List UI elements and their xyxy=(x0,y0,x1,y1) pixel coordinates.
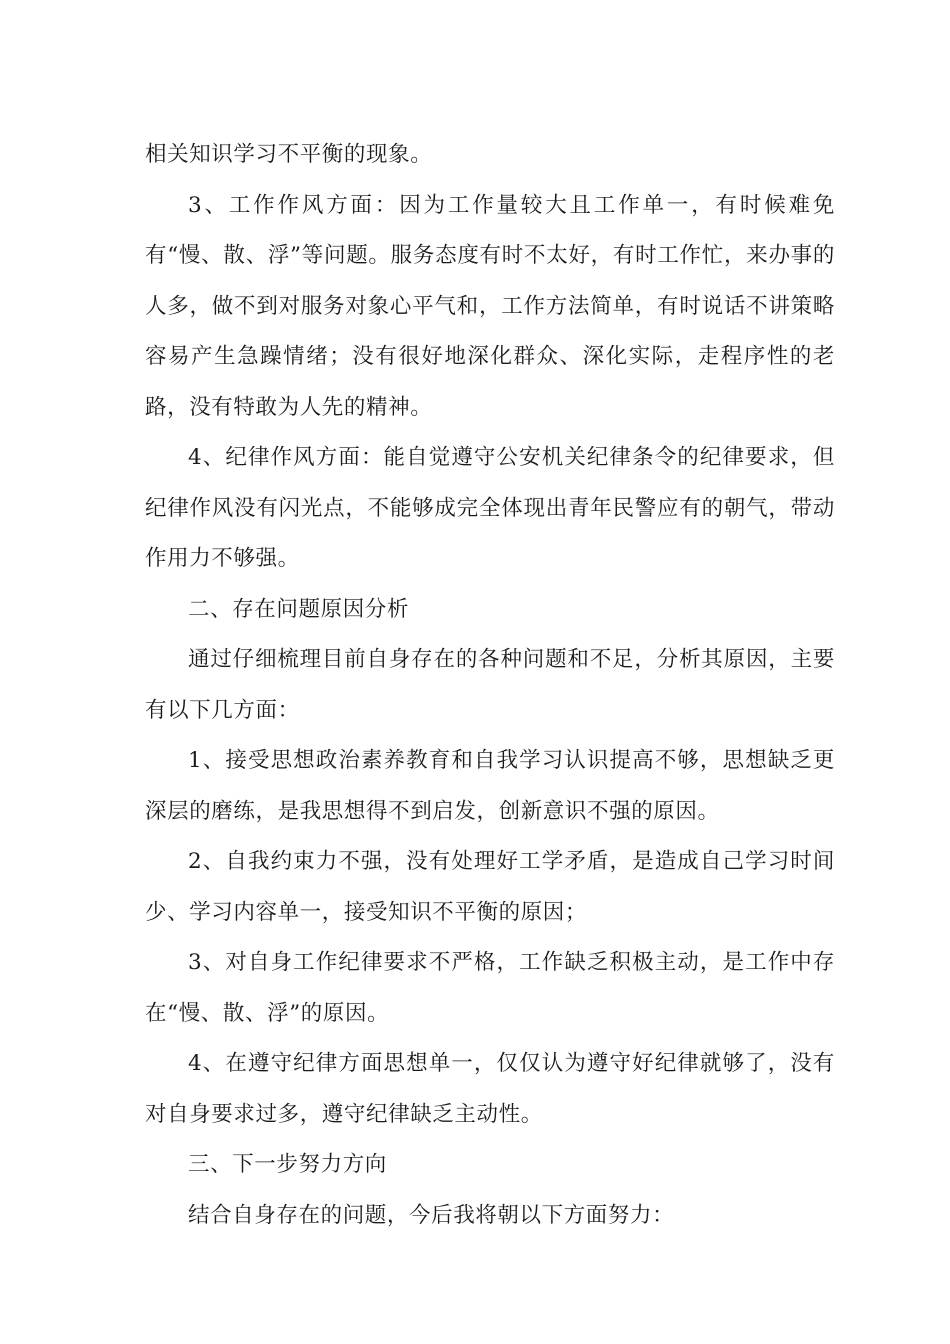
document-body xyxy=(145,130,835,1241)
paragraph-next-steps-intro: 结合自身存在的问题，今后我将朝以下方面努力： xyxy=(188,1202,675,1228)
section-heading-next-steps: 三、下一步努力方向 xyxy=(188,1152,387,1177)
paragraph-discipline-style: 4、纪律作风方面：能自觉遵守公安机关纪律条令的纪律要求，但纪律作风没有闪光点，不能够成完全体现出青年民警应有的朝气，带动作用力不够强。 xyxy=(145,445,835,571)
paragraph-cause-2: 2、自我约束力不强，没有处理好工学矛盾，是造成自己学习时间少、学习内容单一，接受知识不平衡的原因； xyxy=(145,849,835,925)
paragraph-work-style: 3、工作作风方面：因为工作量较大且工作单一，有时候难免有“慢、散、浮”等问题。服务态度有时不太好，有时工作忙，来办事的人多，做不到对服务对象心平气和，工作方法简单，有时说话不讲策略容易产生急躁情绪；没有很好地深化群众、深化实际，走程序性的老路，没有特敢为人先的精神。 xyxy=(145,192,835,420)
paragraph-cause-4: 4、在遵守纪律方面思想单一，仅仅认为遵守好纪律就够了，没有对自身要求过多，遵守纪律缺乏主动性。 xyxy=(145,1051,835,1127)
section-heading-cause-analysis: 二、存在问题原因分析 xyxy=(188,596,410,622)
paragraph-analysis-intro: 通过仔细梳理目前自身存在的各种问题和不足，分析其原因，主要有以下几方面： xyxy=(145,647,835,723)
paragraph-continuation: 相关知识学习不平衡的现象。 xyxy=(145,142,433,167)
paragraph-cause-1: 1、接受思想政治素养教育和自我学习认识提高不够，思想缺乏更深层的磨练，是我思想得不到启发，创新意识不强的原因。 xyxy=(145,748,835,824)
paragraph-cause-3: 3、对自身工作纪律要求不严格，工作缺乏积极主动，是工作中存在“慢、散、浮”的原因。 xyxy=(145,950,835,1026)
